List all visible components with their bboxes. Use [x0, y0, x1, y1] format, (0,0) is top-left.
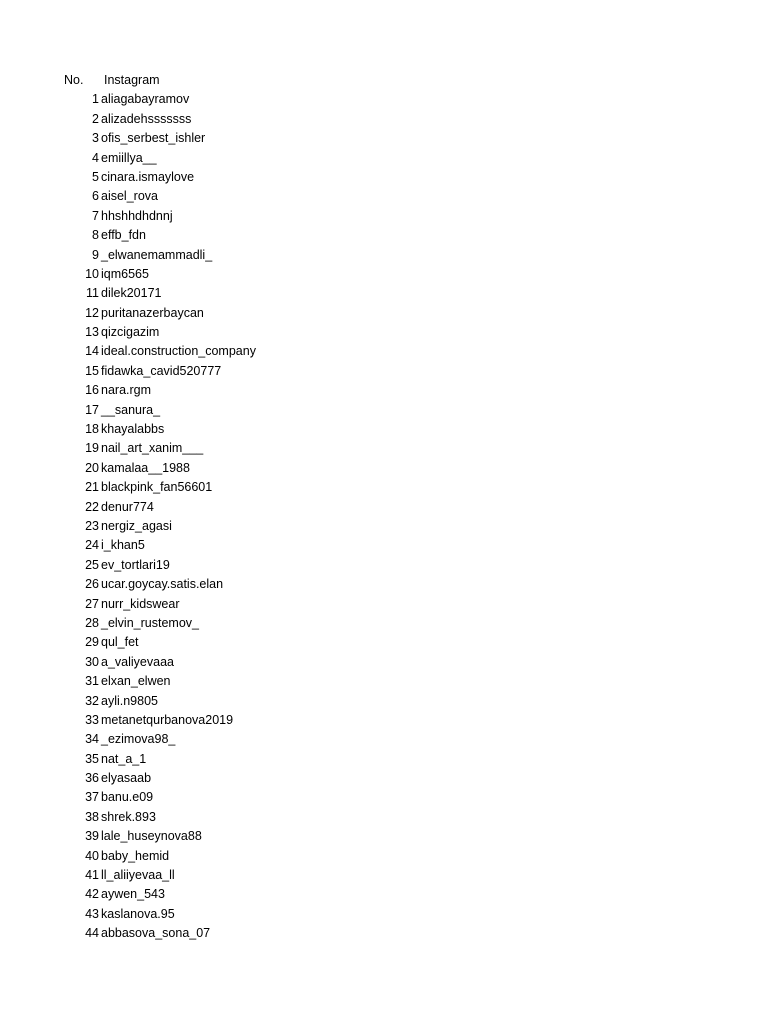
instagram-handle: aywen_543	[101, 887, 165, 902]
table-row	[0, 653, 768, 672]
table-row	[0, 246, 768, 265]
instagram-handle: qul_fet	[101, 635, 139, 650]
table-row	[0, 401, 768, 420]
instagram-handle: ev_tortlari19	[101, 557, 170, 572]
table-row	[0, 827, 768, 846]
row-number: 16	[85, 383, 99, 398]
table-row	[0, 614, 768, 633]
table-row	[0, 226, 768, 245]
instagram-handle: _ezimova98_	[101, 732, 176, 747]
row-number: 44	[85, 926, 99, 941]
table-row	[0, 536, 768, 555]
row-number: 9	[92, 247, 99, 262]
instagram-handle: kamalaa__1988	[101, 460, 190, 475]
instagram-handle: ayli.n9805	[101, 693, 158, 708]
instagram-handle: emiillya__	[101, 150, 157, 165]
instagram-handle: effb_fdn	[101, 228, 146, 243]
row-number: 30	[85, 654, 99, 669]
row-number: 5	[92, 169, 99, 184]
table-row	[0, 129, 768, 148]
instagram-handle: khayalabbs	[101, 422, 165, 437]
row-number: 7	[92, 208, 99, 223]
instagram-handle: fidawka_cavid520777	[101, 363, 222, 378]
row-number: 6	[92, 189, 99, 204]
row-number: 11	[86, 286, 99, 301]
instagram-handle: banu.e09	[101, 790, 154, 805]
table-row	[0, 362, 768, 381]
row-number: 26	[85, 577, 99, 592]
instagram-handle: lale_huseynova88	[101, 829, 202, 844]
table-row	[0, 672, 768, 691]
instagram-handle: ll_aliiyevaa_ll	[101, 868, 175, 883]
row-number: 4	[92, 150, 99, 165]
table-row	[0, 847, 768, 866]
instagram-handle: hhshhdhdnnj	[101, 208, 173, 223]
table-row	[0, 342, 768, 361]
table-row	[0, 808, 768, 827]
table-row	[0, 459, 768, 478]
row-number: 17	[85, 402, 99, 417]
table-row	[0, 323, 768, 342]
instagram-handle: elyasaab	[101, 771, 152, 786]
table-row	[0, 439, 768, 458]
table-row	[0, 478, 768, 497]
instagram-handle: nergiz_agasi	[101, 518, 172, 533]
table-row	[0, 110, 768, 129]
row-number: 18	[85, 422, 99, 437]
row-number: 20	[85, 460, 99, 475]
row-number: 36	[85, 771, 99, 786]
row-number: 2	[92, 111, 99, 126]
instagram-handle: elxan_elwen	[101, 674, 171, 689]
table-body	[0, 90, 768, 943]
instagram-handle: kaslanova.95	[101, 906, 175, 921]
table-row	[0, 381, 768, 400]
instagram-handle: blackpink_fan56601	[101, 480, 213, 495]
table-row	[0, 168, 768, 187]
instagram-handle: a_valiyevaaa	[101, 654, 174, 669]
instagram-list-table	[0, 71, 768, 944]
instagram-handle: nail_art_xanim___	[101, 441, 204, 456]
row-number: 21	[85, 480, 99, 495]
table-row	[0, 692, 768, 711]
table-row	[0, 769, 768, 788]
column-header-no: No.	[64, 73, 84, 87]
table-row	[0, 595, 768, 614]
instagram-handle: aliagabayramov	[101, 92, 190, 107]
row-number: 27	[85, 596, 99, 611]
instagram-handle: metanetqurbanova2019	[101, 712, 234, 727]
instagram-handle: ideal.construction_company	[101, 344, 256, 359]
instagram-handle: _elvin_rustemov_	[101, 615, 199, 630]
instagram-handle: denur774	[101, 499, 154, 514]
table-header-row	[0, 71, 768, 90]
row-number: 39	[85, 829, 99, 844]
row-number: 22	[85, 499, 99, 514]
instagram-handle: __sanura_	[101, 402, 161, 417]
row-number: 24	[85, 538, 99, 553]
row-number: 3	[92, 131, 99, 146]
table-row	[0, 575, 768, 594]
row-number: 32	[85, 693, 99, 708]
table-row	[0, 556, 768, 575]
instagram-handle: shrek.893	[101, 809, 156, 824]
table-row	[0, 711, 768, 730]
table-row	[0, 866, 768, 885]
instagram-handle: nat_a_1	[101, 751, 147, 766]
instagram-handle: aisel_rova	[101, 189, 158, 204]
row-number: 33	[85, 712, 99, 727]
instagram-handle: abbasova_sona_07	[101, 926, 211, 941]
table-row	[0, 498, 768, 517]
row-number: 13	[85, 325, 99, 340]
row-number: 25	[85, 557, 99, 572]
row-number: 1	[92, 92, 99, 107]
row-number: 31	[85, 674, 99, 689]
table-row	[0, 750, 768, 769]
table-row	[0, 633, 768, 652]
instagram-handle: baby_hemid	[101, 848, 170, 863]
row-number: 29	[85, 635, 99, 650]
table-row	[0, 284, 768, 303]
row-number: 15	[85, 363, 99, 378]
table-row	[0, 149, 768, 168]
row-number: 8	[92, 228, 99, 243]
table-row	[0, 207, 768, 226]
row-number: 38	[85, 809, 99, 824]
column-header-instagram: Instagram	[104, 73, 160, 87]
table-row	[0, 187, 768, 206]
row-number: 40	[85, 848, 99, 863]
instagram-handle: alizadehsssssss	[101, 111, 192, 126]
row-number: 12	[85, 305, 99, 320]
row-number: 28	[85, 615, 99, 630]
row-number: 37	[85, 790, 99, 805]
row-number: 19	[85, 441, 99, 456]
instagram-handle: nara.rgm	[101, 383, 152, 398]
instagram-handle: _elwanemammadli_	[101, 247, 213, 262]
row-number: 41	[85, 868, 99, 883]
table-row	[0, 730, 768, 749]
row-number: 14	[85, 344, 99, 359]
row-number: 10	[85, 266, 99, 281]
instagram-handle: qizcigazim	[101, 325, 160, 340]
table-row	[0, 885, 768, 904]
instagram-handle: ucar.goycay.satis.elan	[101, 577, 224, 592]
table-row	[0, 905, 768, 924]
instagram-handle: puritanazerbaycan	[101, 305, 204, 320]
row-number: 23	[85, 518, 99, 533]
row-number: 34	[85, 732, 99, 747]
table-row	[0, 90, 768, 109]
instagram-handle: ofis_serbest_ishler	[101, 131, 206, 146]
instagram-handle: dilek20171	[101, 286, 162, 301]
instagram-handle: nurr_kidswear	[101, 596, 180, 611]
table-row	[0, 420, 768, 439]
table-row	[0, 304, 768, 323]
instagram-handle: iqm6565	[101, 266, 149, 281]
instagram-handle: i_khan5	[101, 538, 145, 553]
table-row	[0, 265, 768, 284]
row-number: 42	[85, 887, 99, 902]
table-row	[0, 517, 768, 536]
row-number: 35	[85, 751, 99, 766]
table-row	[0, 788, 768, 807]
table-row	[0, 924, 768, 943]
instagram-handle: cinara.ismaylove	[101, 169, 195, 184]
row-number: 43	[85, 906, 99, 921]
